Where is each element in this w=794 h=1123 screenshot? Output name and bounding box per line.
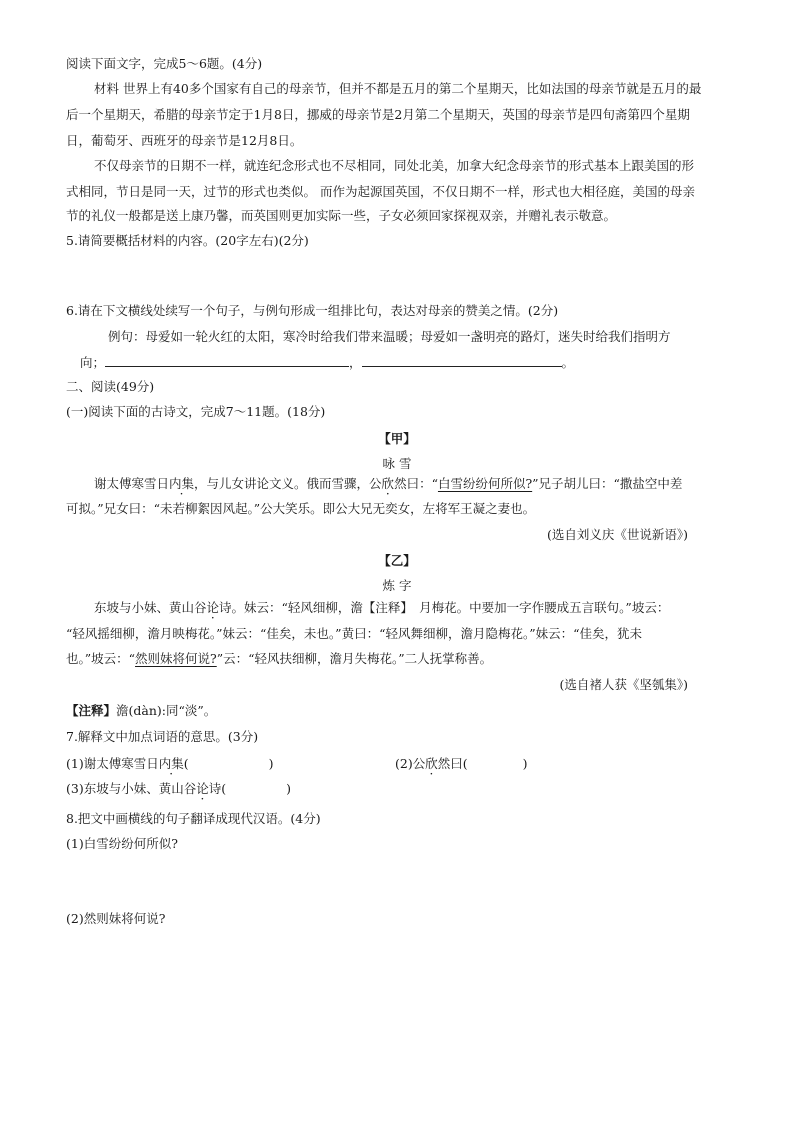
q7-2-dotted-word: 欣 [425,756,438,771]
question-8-item-1: (1)白雪纷纷何所似? [66,836,178,851]
question-6: 6.请在下文横线处续写一个句子，与例句形成一组排比句，表达对母亲的赞美之情。(2分) [66,303,559,318]
yi-l1-part-b: 诗。妹云：“轻风细柳，澹【注释】 月梅花。中要加一字作腰成五言联句。”坡云： [219,600,670,615]
section-2-subheading: (一)阅读下面的古诗文，完成7～11题。(18分) [66,404,326,419]
q7-2-open-paren: 然曰( [437,756,468,771]
reading-instruction: 阅读下面文字，完成5～6题。(4分) [66,56,263,71]
material-paragraph-2-line-3: 节的礼仪一般都是送上康乃馨，而英国则更加实际一些，子女必须回家探视双亲，并赠礼表示敬意。 [66,208,617,223]
text-jia-line-2: 可拟。”兄女曰：“未若柳絮因风起。”公大笑乐。即公大兄无奕女，左将军王凝之妻也。 [66,501,536,516]
question-6-blank-1[interactable] [105,366,349,367]
jia-l1-part-d: ”兄子胡儿曰：“撒盐空中差 [532,476,683,491]
q7-3-close-paren: ) [286,781,292,796]
question-8-item-2: (2)然则妹将何说? [66,911,166,926]
material-paragraph-2-line-2: 式相同，节日是同一天，过节的形式也类似。 而作为起源国英国，不仅日期不一样，形式也大相径庭，美国的母亲 [66,184,695,199]
question-6-prefix: 向； [80,355,106,370]
jia-l1-part-a: 谢太傅寒雪日 [94,476,170,491]
q7-3-open-paren: 诗( [208,781,227,796]
text-yi-line-1 [94,599,669,617]
text-jia-title: 咏 雪 [382,456,412,471]
question-7: 7.解释文中加点词语的意思。(3分) [66,729,259,744]
jia-dotted-word-1: 内集 [169,476,195,491]
q7-1-close-paren: ) [268,756,274,771]
q7-1-open-paren: ( [183,756,189,771]
yi-l3-part-b: ”云：“轻风扶细柳，澹月失梅花。”二人抚掌称善。 [216,651,493,666]
material-paragraph-1-line-1: 材料 世界上有40多个国家有自己的母亲节，但并不都是五月的第二个星期天，比如法国的母亲节就是五月的最 [94,81,702,96]
jia-underlined-sentence: 白雪纷纷何所似? [437,476,533,491]
material-paragraph-2-line-1: 不仅母亲节的日期不一样，就连纪念形式也不尽相同，同处北美，加拿大纪念母亲节的形式基本上跟美国的形 [94,158,695,173]
q7-1-part-a: (1)谢太傅寒雪日 [66,756,159,771]
question-6-blank-2[interactable] [362,366,562,367]
question-6-example-line-1: 例句：母爱如一轮火红的太阳，寒冷时给我们带来温暖；母爱如一盏明亮的路灯，迷失时给我们指明方 [108,329,671,344]
q7-2-part-a: (2)公 [395,756,426,771]
q7-1-dotted-word: 内集 [158,756,184,771]
annotation-text: 澹(dàn):同“淡”。 [116,703,217,718]
yi-l3-part-a: 也。”坡云：“ [66,651,136,666]
text-jia-line-1 [94,475,682,493]
q7-2-close-paren: ) [522,756,528,771]
section-2-heading: 二、阅读(49分) [66,379,155,394]
yi-underlined-sentence: 然则妹将何说? [135,651,217,666]
question-7-item-2 [395,755,528,773]
annotation-label: 【注释】 [66,703,117,718]
text-yi-line-2: “轻风摇细柳，澹月映梅花。”妹云：“佳矣，未也。”黄曰：“轻风舞细柳，澹月隐梅花。”妹云：“佳矣，犹未 [66,626,642,641]
question-7-item-1 [66,755,274,773]
jia-dotted-word-2: 欣 [381,476,395,491]
text-yi-line-3 [66,650,492,668]
q7-3-dotted-word: 论 [196,781,209,796]
jia-l1-part-b: ，与儿女讲论文义。俄而雪骤，公 [194,476,382,491]
question-6-end: 。 [561,355,575,370]
q7-3-part-a: (3)东坡与小妹、黄山谷 [66,781,197,796]
jia-l1-part-c: 然曰：“ [394,476,438,491]
text-yi-title: 炼 字 [382,578,412,593]
material-paragraph-1-line-3: 日，葡萄牙、西班牙的母亲节是12月8日。 [66,133,303,148]
question-8: 8.把文中画横线的句子翻译成现代汉语。(4分) [66,811,321,826]
annotation [66,702,216,720]
question-5: 5.请简要概括材料的内容。(20字左右)(2分) [66,233,309,248]
text-yi-label: 【乙】 [378,553,416,568]
question-7-item-3 [66,780,291,798]
question-6-comma: ， [349,355,362,370]
yi-dotted-word: 论 [206,600,220,615]
material-paragraph-1-line-2: 后一个星期天，希腊的母亲节定于1月8日，挪威的母亲节是2月第二个星期天，英国的母亲节是四旬斋第四个星期 [66,107,690,122]
yi-l1-part-a: 东坡与小妹、黄山谷 [94,600,207,615]
text-jia-source: (选自刘义庆《世说新语》) [546,527,688,542]
text-yi-source: (选自褚人获《坚瓠集》) [559,677,688,692]
question-6-example-line-2 [80,354,574,372]
text-jia-label: 【甲】 [378,431,416,446]
